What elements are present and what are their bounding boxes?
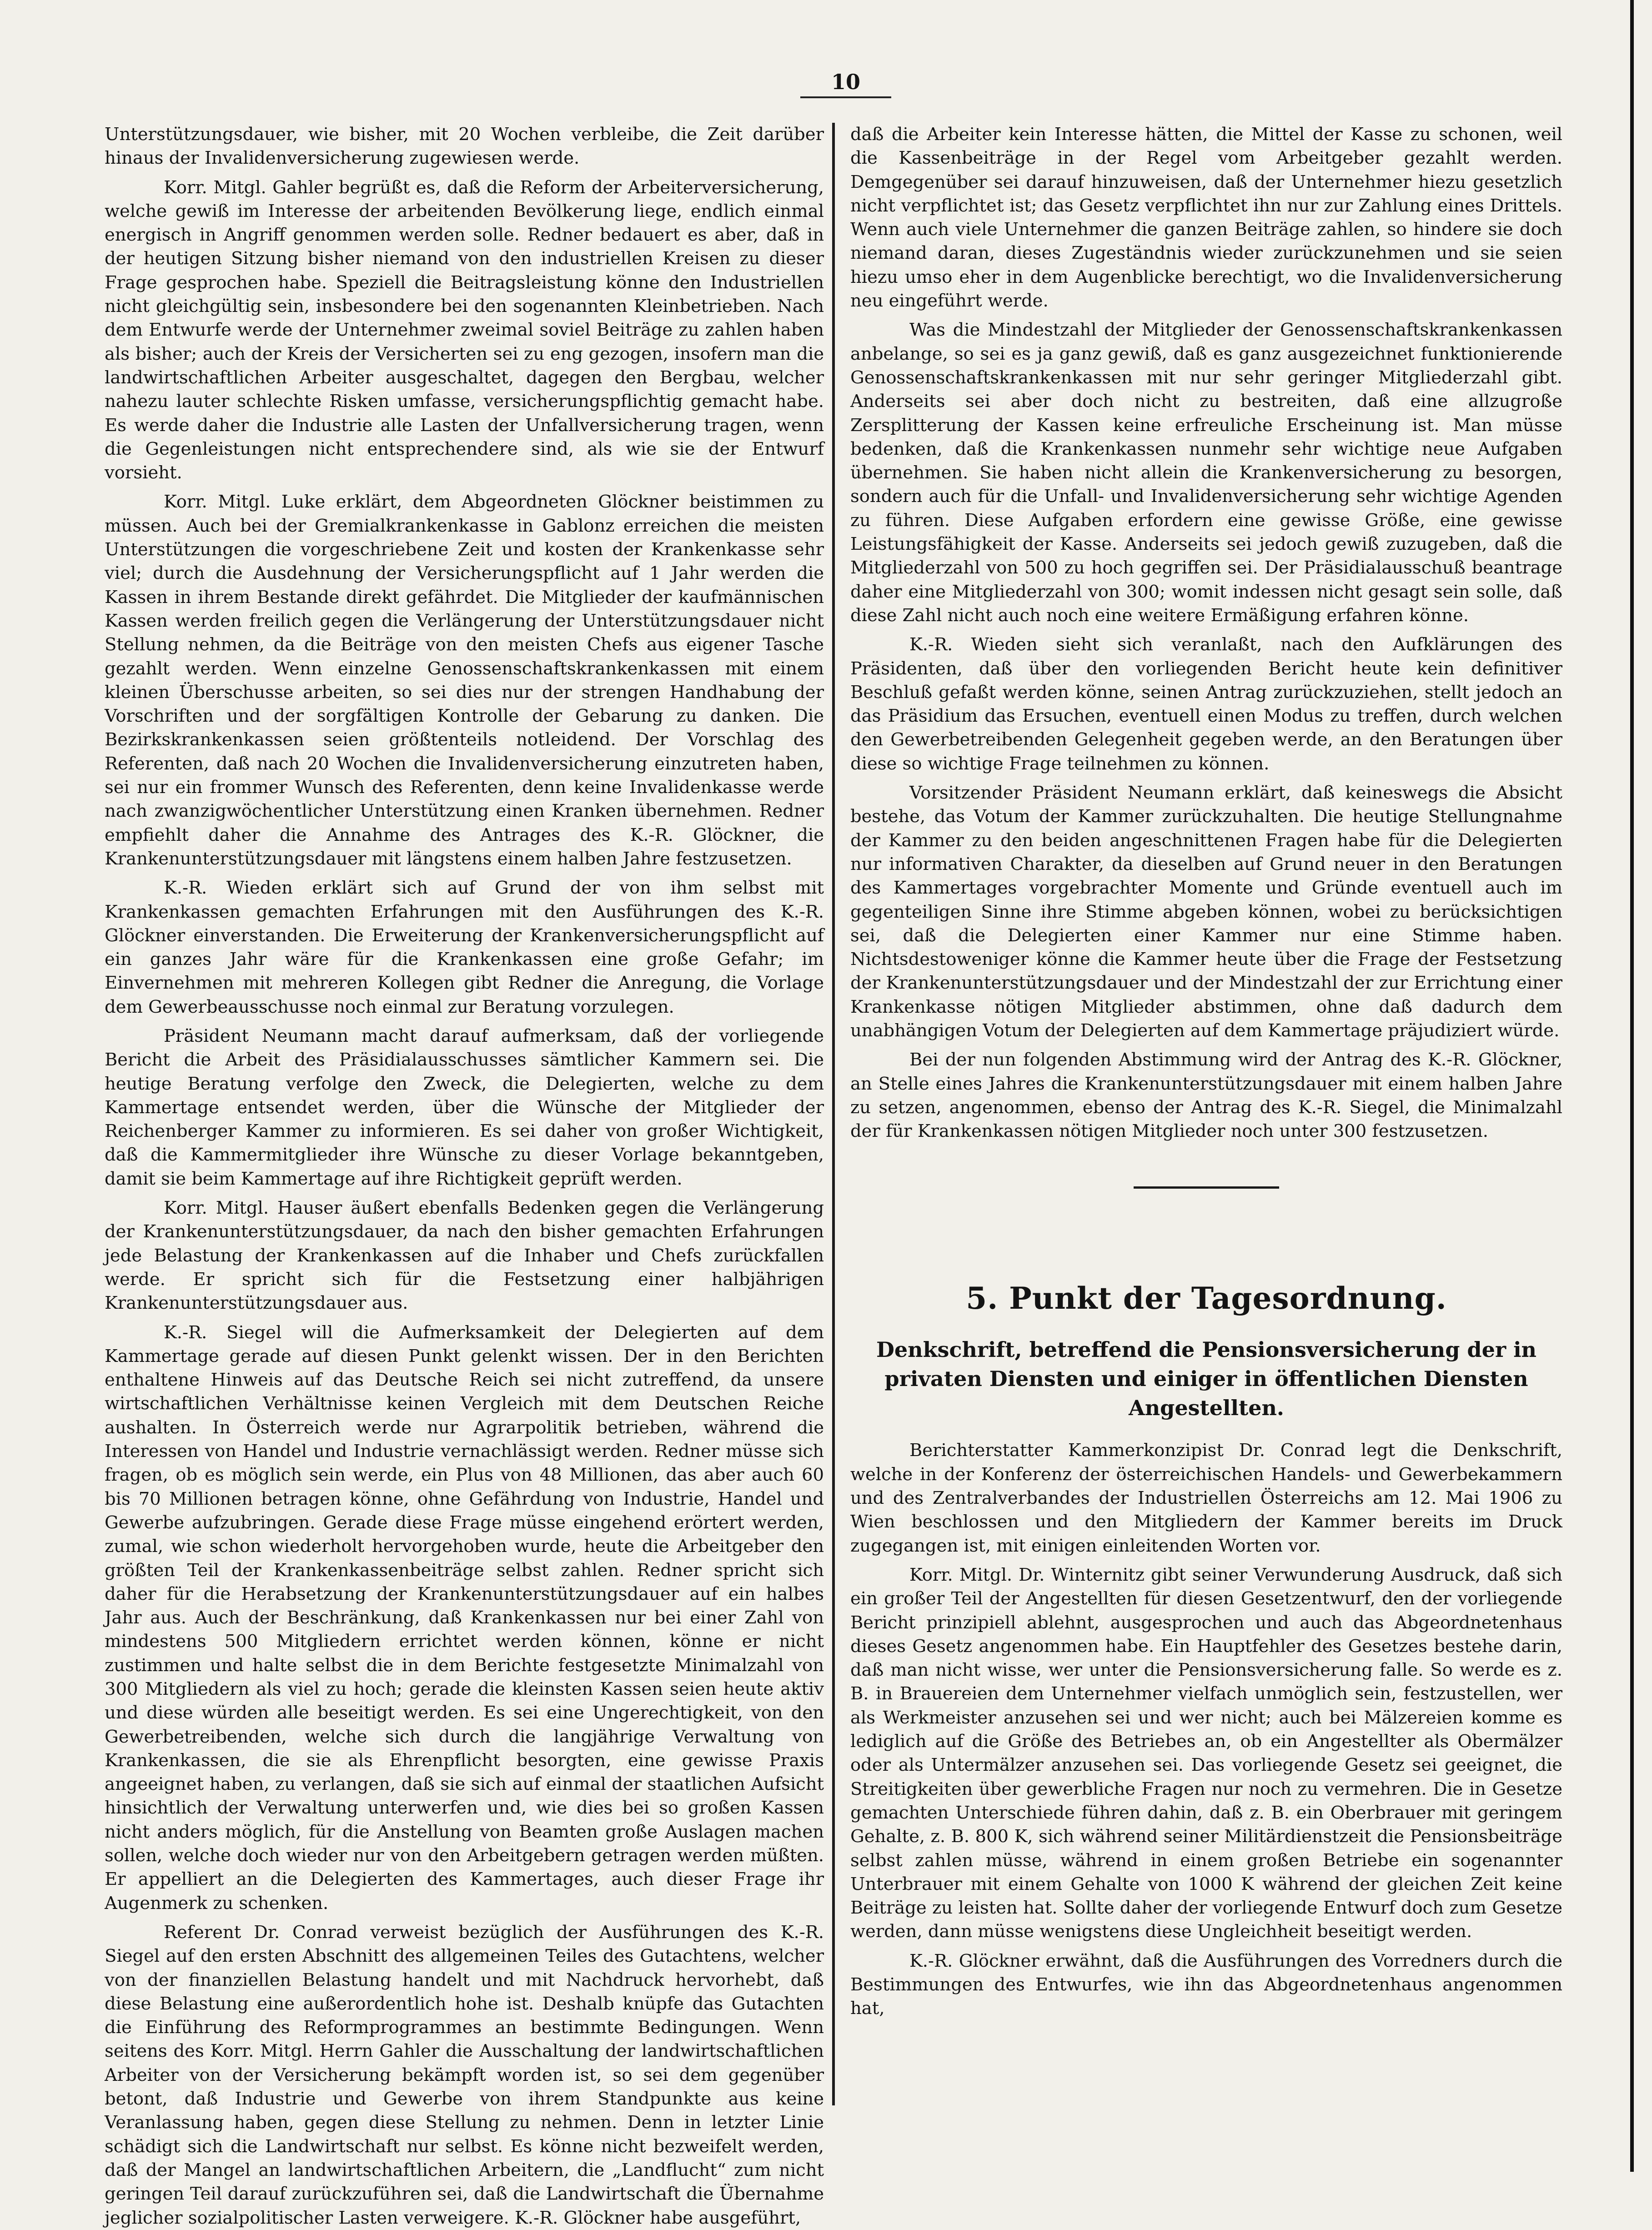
- paragraph: Korr. Mitgl. Hauser äußert ebenfalls Bedenken gegen die Verlängerung der Krankenunterstützungsdauer, da nach den bisher gemachten Erfahrungen jede Belastung der Krankenkassen auf die Inhaber und Chefs zurückfallen werde. Er spricht sich für die Festsetzung einer halbjährigen Krankenunterstützungsdauer aus.: [105, 1198, 824, 1314]
- right-column-bottom: [850, 1439, 1562, 2020]
- section-separator-rule: [1134, 1186, 1279, 1189]
- page-number: 10: [800, 68, 891, 98]
- text-columns: [105, 123, 1592, 2228]
- paragraph: K.-R. Siegel will die Aufmerksamkeit der Delegierten auf dem Kammertage gerade auf diesen Punkt gelenkt wissen. Der in den Berichten enthaltene Hinweis auf das Deutsche Reich sei nicht zutreffend, da unsere wirtschaftlichen Verhältnisse keinen Vergleich mit dem Deutschen Reiche aushalten. In Österreich werde nur Agrarpolitik betrieben, während die Interessen von Handel und Industrie vernachlässigt werden. Redner müsse sich fragen, ob es möglich sein werde, ein Plus von 48 Millionen, das aber auch 60 bis 70 Millionen betragen könne, ohne Gefährdung von Industrie, Handel und Gewerbe aufzubringen. Gerade diese Frage müsse eingehend erörtert werden, zumal, wie schon wiederholt hervorgehoben wurde, heute die Arbeitgeber den größten Teil der Krankenkassenbeiträge selbst zahlen. Redner spricht sich daher für die Herabsetzung der Krankenunterstützungsdauer auf ein halbes Jahr aus. Auch der Beschränkung, daß Krankenkassen nur bei einer Zahl von mindestens 500 Mitgliedern errichtet werden können, könne er nicht zustimmen und halte selbst die in dem Berichte festgesetzte Minimalzahl von 300 Mitgliedern als viel zu hoch; gerade die kleinsten Kassen seien heute aktiv und diese würden alle beseitigt werden. Es sei eine Ungerechtigkeit, von den Gewerbetreibenden, welche sich durch die langjährige Verwaltung von Krankenkassen, die sie als Ehrenpflicht besorgten, eine gewisse Praxis angeeignet haben, zu verlangen, daß sie sich auf einmal der staatlichen Aufsicht hinsichtlich der Verwaltung unterwerfen und, wie dies bei so großen Kassen nicht anders möglich, für die Anstellung von Beamten große Auslagen machen sollen, welche doch wieder nur von den Arbeitgebern getragen werden müßten. Er appelliert an die Delegierten des Kammertages, auch dieser Frage ihr Augenmerk zu schenken.: [105, 1322, 824, 1914]
- paragraph: K.-R. Glöckner erwähnt, daß die Ausführungen des Vorredners durch die Bestimmungen des Entwurfes, wie ihn das Abgeordnetenhaus angenommen hat,: [850, 1950, 1562, 2019]
- paragraph: Präsident Neumann macht darauf aufmerksam, daß der vorliegende Bericht die Arbeit des Präsidialausschusses sämtlicher Kammern sei. Die heutige Beratung verfolge den Zweck, die Delegierten, welche zu dem Kammertage entsendet werden, über die Wünsche der Mitglieder der Reichenberger Kammer zu informieren. Es sei daher von großer Wichtigkeit, daß die Kammermitglieder ihre Wünsche zu dieser Vorlage bekanntgeben, damit sie beim Kammertage auf ihre Richtigkeit geprüft werden.: [105, 1025, 824, 1189]
- page-edge-border: [1630, 0, 1634, 2172]
- right-column: [835, 123, 1562, 2105]
- right-column-top: [850, 123, 1562, 1143]
- paragraph: Bei der nun folgenden Abstimmung wird der Antrag des K.-R. Glöckner, an Stelle eines Jahres die Krankenunterstützungsdauer mit einem halben Jahre zu setzen, angenommen, ebenso der Antrag des K.-R. Siegel, die Minimalzahl der für Krankenkassen nötigen Mitglieder noch unter 300 festzusetzen.: [850, 1050, 1562, 1142]
- section-heading: 5. Punkt der Tagesordnung.: [966, 1281, 1447, 1316]
- paragraph: Korr. Mitgl. Luke erklärt, dem Abgeordneten Glöckner beistimmen zu müssen. Auch bei der Gremialkrankenkasse in Gablonz erreichen die meisten Unterstützungen die vorgeschriebene Zeit und kosten der Krankenkasse sehr viel; durch die Ausdehnung der Versicherungspflicht auf 1 Jahr werden die Kassen in ihrem Bestande direkt gefährdet. Die Mitglieder der kaufmännischen Kassen werden freilich gegen die Verlängerung der Unterstützungsdauer nicht Stellung nehmen, da die Beiträge von den meisten Chefs aus eigener Tasche gezahlt werden. Wenn einzelne Genossenschaftskrankenkassen mit einem kleinen Überschusse arbeiten, so sei dies nur der strengen Handhabung der Vorschriften und der sorgfältigen Kontrolle der Gebarung zu danken. Die Bezirkskrankenkassen seien größtenteils notleidend. Der Vorschlag des Referenten, daß nach 20 Wochen die Invalidenversicherung einzutreten haben, sei nur ein frommer Wunsch des Referenten, denn keine Invalidenkasse werde nach zwanzigwöchentlicher Unterstützung einen Kranken übernehmen. Redner empfiehlt daher die Annahme des Antrages des K.-R. Glöckner, die Krankenunterstützungsdauer mit längstens einem halben Jahre festzusetzen.: [105, 492, 824, 869]
- paragraph: Unterstützungsdauer, wie bisher, mit 20 Wochen verbleibe, die Zeit darüber hinaus der Invalidenversicherung zugewiesen werde.: [105, 124, 824, 169]
- paragraph: daß die Arbeiter kein Interesse hätten, die Mittel der Kasse zu schonen, weil die Kassenbeiträge in der Regel vom Arbeitgeber gezahlt werden. Demgegenüber sei darauf hinzuweisen, daß der Unternehmer hiezu gesetzlich nicht verpflichtet ist; das Gesetz verpflichtet ihn nur zur Zahlung eines Drittels. Wenn auch viele Unternehmer die ganzen Beiträge zahlen, so hindere sie doch niemand daran, dieses Zugeständnis wieder zurückzunehmen und sie seien hiezu umso eher in dem Augenblicke berechtigt, wo die Invalidenversicherung neu eingeführt werde.: [850, 124, 1562, 311]
- paragraph: Berichterstatter Kammerkonzipist Dr. Conrad legt die Denkschrift, welche in der Konferenz der österreichischen Handels- und Gewerbekammern und des Zentralverbandes der Industriellen Österreichs am 12. Mai 1906 zu Wien beschlossen und den Mitgliedern der Kammer bereits im Druck zugegangen ist, mit einigen einleitenden Worten vor.: [850, 1440, 1562, 1556]
- left-column: [105, 123, 832, 2228]
- paragraph: Korr. Mitgl. Gahler begrüßt es, daß die Reform der Arbeiterversicherung, welche gewiß im Interesse der arbeitenden Bevölkerung liege, endlich einmal energisch in Angriff genommen werden solle. Redner bedauert es aber, daß in der heutigen Sitzung bisher niemand von den industriellen Kreisen zu dieser Frage gesprochen habe. Speziell die Beitragsleistung könne den Industriellen nicht gleichgültig sein, insbesondere bei den sogenannten Kleinbetrieben. Nach dem Entwurfe werde der Unternehmer zweimal soviel Beiträge zu zahlen haben als bisher; auch der Kreis der Versicherten sei zu eng gezogen, insofern man die landwirtschaftlichen Arbeiter ausgeschaltet, dagegen den Bergbau, welcher nahezu lauter schlechte Risken umfasse, versicherungspflichtig gemacht habe. Es werde daher die Industrie alle Lasten der Unfallversicherung tragen, wenn die Gegenleistungen nicht entsprechendere sind, als wie sie der Entwurf vorsieht.: [105, 177, 824, 483]
- paragraph: Vorsitzender Präsident Neumann erklärt, daß keineswegs die Absicht bestehe, das Votum der Kammer zurückzuhalten. Die heutige Stellungnahme der Kammer zu den beiden angeschnittenen Fragen habe für die Delegierten nur informativen Charakter, da dieselben auf Grund neuer in den Beratungen des Kammertages vorgebrachter Momente und Gründe eventuell auch im gegenteiligen Sinne ihre Stimme abgeben können, wobei zu berücksichtigen sei, daß die Delegierten einer Kammer nur eine Stimme haben. Nichtsdestoweniger könne die Kammer heute über die Frage der Festsetzung der Krankenunterstützungsdauer und der Mindestzahl der zur Errichtung einer Krankenkasse nötigen Mitglieder abstimmen, ohne daß dadurch dem unabhängigen Votum der Delegierten auf dem Kammertage präjudiziert würde.: [850, 783, 1562, 1041]
- paragraph: K.-R. Wieden erklärt sich auf Grund der von ihm selbst mit Krankenkassen gemachten Erfahrungen mit den Ausführungen des K.-R. Glöckner einverstanden. Die Erweiterung der Krankenversicherungspflicht auf ein ganzes Jahr wäre für die Krankenkassen eine große Gefahr; im Einvernehmen mit mehreren Kollegen gibt Redner die Anregung, die Vorlage dem Gewerbeausschusse noch einmal zur Beratung vorzulegen.: [105, 878, 824, 1017]
- paragraph: Was die Mindestzahl der Mitglieder der Genossenschaftskrankenkassen anbelange, so sei es ja ganz gewiß, daß es ganz ausgezeichnet funktionierende Genossenschaftskrankenkassen mit nur sehr geringer Mitgliederzahl gibt. Anderseits sei aber doch nicht zu bestreiten, daß eine allzugroße Zersplitterung der Kassen keine erfreuliche Erscheinung ist. Man müsse bedenken, daß die Krankenkassen nunmehr sehr wichtige neue Aufgaben übernehmen. Sie haben nicht allein die Krankenversicherung zu besorgen, sondern auch für die Unfall- und Invalidenversicherung sehr wichtige Agenden zu führen. Diese Aufgaben erfordern eine gewisse Größe, eine gewisse Leistungsfähigkeit der Kasse. Anderseits sei jedoch gewiß zuzugeben, daß die Mitgliederzahl von 500 zu hoch gegriffen sei. Der Präsidialausschuß beantrage daher eine Mitgliederzahl von 300; womit indessen nicht gesagt sein solle, daß diese Zahl nicht auch noch eine weitere Ermäßigung erfahren könne.: [850, 320, 1562, 626]
- paragraph: K.-R. Wieden sieht sich veranlaßt, nach den Aufklärungen des Präsidenten, daß über den vorliegenden Bericht heute kein definitiver Beschluß gefaßt werden könne, seinen Antrag zurückzuziehen, stellt jedoch an das Präsidium das Ersuchen, eventuell einen Modus zu treffen, durch welchen den Gewerbetreibenden Gelegenheit gegeben werde, an den Beratungen über diese so wichtige Frage teilnehmen zu können.: [850, 634, 1562, 774]
- paragraph: Referent Dr. Conrad verweist bezüglich der Ausführungen des K.-R. Siegel auf den ersten Abschnitt des allgemeinen Teiles des Gutachtens, welcher von der finanziellen Belastung handelt und mit Nachdruck hervorhebt, daß diese Belastung eine außerordentlich hohe ist. Deshalb knüpfe das Gutachten die Einführung des Reformprogrammes an bestimmte Bedingungen. Wenn seitens des Korr. Mitgl. Herrn Gahler die Ausschaltung der landwirtschaftlichen Arbeiter von der Versicherung bekämpft worden ist, so sei dem gegenüber betont, daß Industrie und Gewerbe von ihrem Standpunkte aus keine Veranlassung haben, gegen diese Stellung zu nehmen. Denn in letzter Linie schädigt sich die Landwirtschaft nur selbst. Es könne nicht bezweifelt werden, daß der Mangel an landwirtschaftlichen Arbeitern, die „Landflucht“ zum nicht geringen Teil darauf zurückzuführen sei, daß die Landwirtschaft die Übernahme jeglicher sozialpolitischer Lasten verweigere. K.-R. Glöckner habe ausgeführt,: [105, 1922, 824, 2228]
- section-subheading: Denkschrift, betreffend die Pensionsversicherung der in privaten Diensten und einiger in öffentlichen Diensten Angestellten.: [876, 1337, 1537, 1421]
- paragraph: Korr. Mitgl. Dr. Winternitz gibt seiner Verwunderung Ausdruck, daß sich ein großer Teil der Angestellten für diesen Gesetzentwurf, den der vorliegende Bericht prinzipiell ablehnt, ausgesprochen und auch das Abgeordnetenhaus dieses Gesetz angenommen habe. Ein Hauptfehler des Gesetzes bestehe darin, daß man nicht wisse, wer unter die Pensionsversicherung falle. So werde es z. B. in Brauereien dem Unternehmer vielfach unmöglich sein, festzustellen, wer als Werkmeister anzusehen sei und wer nicht; auch bei Mälzereien komme es lediglich auf die Größe des Betriebes an, ob ein Angestellter als Obermälzer oder als Untermälzer anzusehen sei. Das vorliegende Gesetz sei geeignet, die Streitigkeiten über gewerbliche Fragen nur noch zu vermehren. Die in Gesetze gemachten Unterschiede führen dahin, daß z. B. ein Oberbrauer mit geringem Gehalte, z. B. 800 K, sich während seiner Militärdienstzeit die Pensionsbeiträge selbst zahlen müsse, während in einem großen Betriebe ein sogenannter Unterbrauer mit einem Gehalte von 1000 K während der gleichen Zeit keine Beiträge zu leisten hat. Sollte daher der vorliegende Entwurf doch zum Gesetze werden, dann müsse wenigstens diese Ungleichheit beseitigt werden.: [850, 1564, 1562, 1942]
